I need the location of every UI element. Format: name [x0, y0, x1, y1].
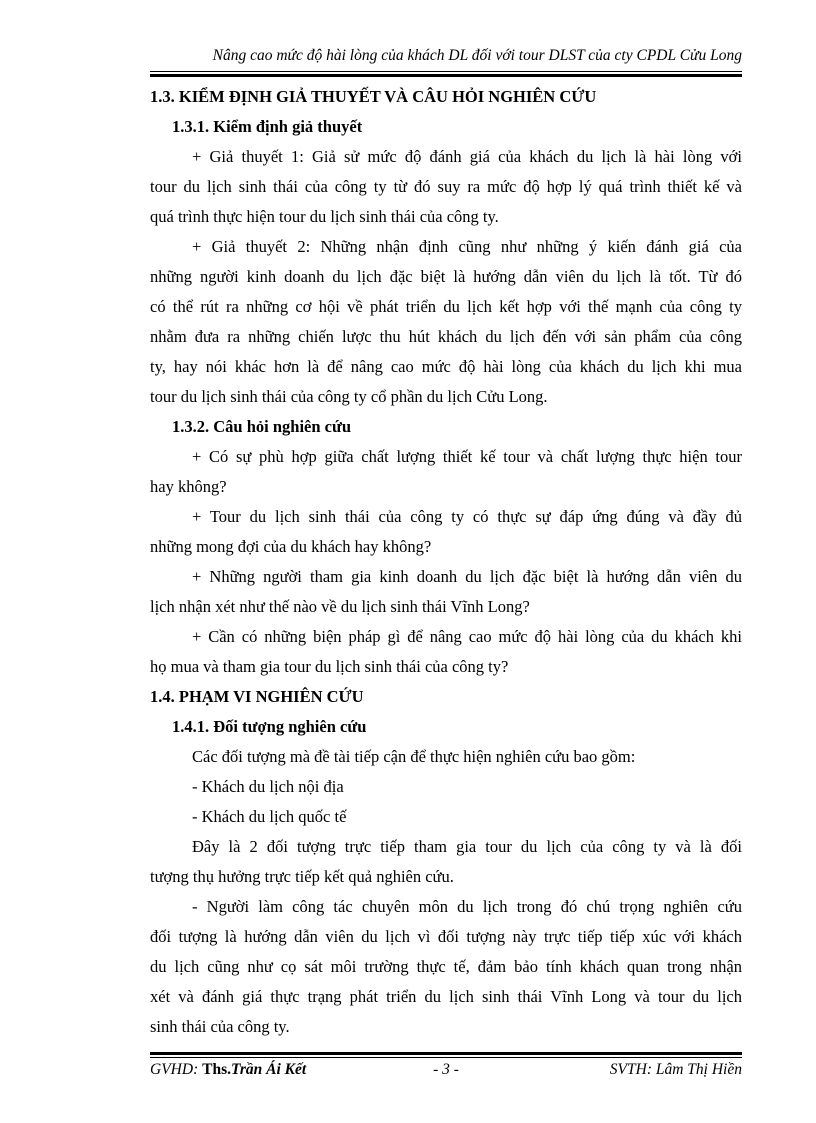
paragraph-line: Các đối tượng mà đề tài tiếp cận để thực hiện nghiên cứu bao gồm: [192, 747, 636, 766]
paragraph-line: + Tour du lịch sinh thái của công ty có thực sự đáp ứng đúng và đầy đủ [192, 507, 742, 526]
paragraph-line: xét và đánh giá thực trạng phát triển du lịch sinh thái Vĩnh Long và tour du lịch [150, 987, 742, 1006]
paragraph-line: đối tượng là hướng dẫn viên du lịch vì đối tượng này trực tiếp tiếp xúc với khách [150, 927, 742, 946]
paragraph-line: có thể rút ra những cơ hội về phát triển du lịch kết hợp với thế mạnh của công ty [150, 297, 742, 316]
footer-rule-thick [150, 1052, 742, 1055]
paragraph-line: những mong đợi của du khách hay không? [150, 537, 432, 556]
paragraph-line: Đây là 2 đối tượng trực tiếp tham gia tour du lịch của công ty và là đối [192, 837, 742, 856]
header-rule-thick [150, 74, 742, 77]
subsection-heading-1-3-1: 1.3.1. Kiểm định giả thuyết [172, 117, 363, 136]
section-heading-1-4: 1.4. PHẠM VI NGHIÊN CỨU [150, 687, 364, 706]
paragraph-line: hay không? [150, 477, 227, 496]
footer-rule-thin [150, 1057, 742, 1058]
subsection-heading-1-3-2: 1.3.2. Câu hỏi nghiên cứu [172, 417, 352, 436]
page-footer [150, 1059, 742, 1081]
paragraph-line: du lịch cũng như cọ sát môi trường thực tế, đảm bảo tính khách quan trong nhận [150, 957, 742, 976]
subsection-heading-1-4-1: 1.4.1. Đối tượng nghiên cứu [172, 717, 367, 736]
paragraph-line: + Giả thuyết 2: Những nhận định cũng như những ý kiến đánh giá của [192, 237, 742, 256]
section-heading-1-3: 1.3. KIỂM ĐỊNH GIẢ THUYẾT VÀ CÂU HỎI NGHIÊN CỨU [150, 87, 597, 106]
list-item: - Khách du lịch nội địa [192, 777, 344, 796]
paragraph-line: tượng thụ hưởng trực tiếp kết quả nghiên cứu. [150, 867, 454, 886]
paragraph-line: tour du lịch sinh thái của công ty từ đó suy ra mức độ hợp lý quá trình thiết kế và [150, 177, 742, 196]
paragraph-line: + Những người tham gia kinh doanh du lịch đặc biệt là hướng dẫn viên du [192, 567, 742, 586]
paragraph-line: quá trình thực hiện tour du lịch sinh thái của công ty. [150, 207, 499, 226]
footer-supervisor: GVHD: Ths.Trần Ái Kết [150, 1061, 307, 1078]
paragraph-line: + Giả thuyết 1: Giả sử mức độ đánh giá của khách du lịch là hài lòng với [192, 147, 742, 166]
paragraph-line: tour du lịch sinh thái của công ty cổ phần du lịch Cửu Long. [150, 387, 548, 406]
page-header-title: Nâng cao mức độ hài lòng của khách DL đối với tour DLST của cty CPDL Cửu Long [212, 47, 742, 64]
paragraph-line: lịch nhận xét như thế nào về du lịch sinh thái Vĩnh Long? [150, 597, 530, 616]
paragraph-line: ty, hay nói khác hơn là để nâng cao mức độ hài lòng của khách du lịch khi mua [150, 357, 742, 376]
page-number: - 3 - [433, 1061, 459, 1078]
paragraph-line: + Có sự phù hợp giữa chất lượng thiết kế tour và chất lượng thực hiện tour [192, 447, 742, 466]
list-item: - Khách du lịch quốc tế [192, 807, 347, 826]
paragraph-line: sinh thái của công ty. [150, 1017, 290, 1036]
paragraph-line: - Người làm công tác chuyên môn du lịch trong đó chú trọng nghiên cứu [192, 897, 742, 916]
header-rule-thin [150, 71, 742, 72]
paragraph-line: họ mua và tham gia tour du lịch sinh thái của công ty? [150, 657, 509, 676]
paragraph-line: những người kinh doanh du lịch đặc biệt là hướng dẫn viên du lịch là tốt. Từ đó [150, 267, 742, 286]
paragraph-line: nhằm đưa ra những chiến lược thu hút khách du lịch đến với sản phẩm của công [150, 327, 742, 346]
footer-student: SVTH: Lâm Thị Hiền [609, 1061, 742, 1078]
paragraph-line: + Cần có những biện pháp gì để nâng cao mức độ hài lòng của du khách khi [192, 627, 742, 646]
